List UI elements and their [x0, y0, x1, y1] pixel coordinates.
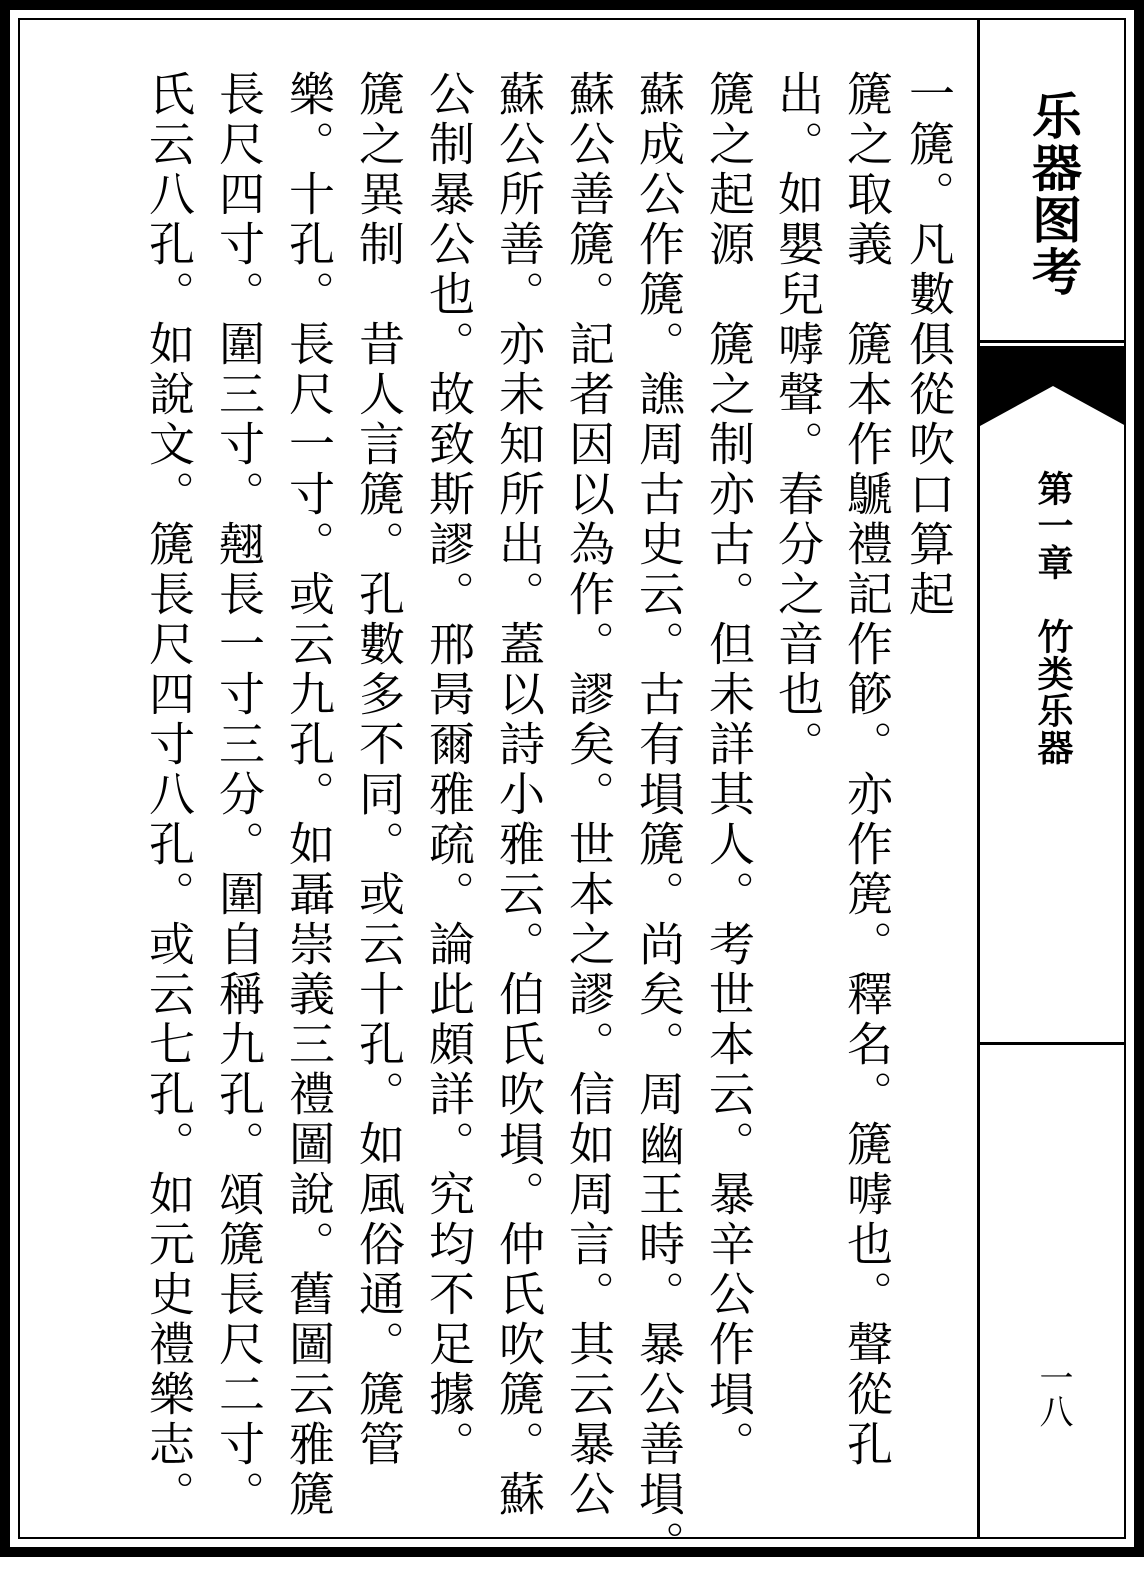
text-column: 篪之取義 篪本作鷈禮記作篎。亦作箎。釋名。篪嘑也。聲從孔 [840, 70, 894, 1470]
banner-ribbon [980, 346, 1126, 426]
text-column: 蘇公善篪。記者因以為作。謬矣。世本之謬。信如周言。其云暴公 [562, 70, 616, 1520]
page-number: 一八 [1033, 1360, 1073, 1428]
text-column: 蘇公所善。亦未知所出。蓋以詩小雅云。伯氏吹塤。仲氏吹篪。蘇 [492, 70, 546, 1520]
book-title: 乐器图考 [1024, 90, 1083, 298]
text-column: 一篪。凡數俱從吹口算起 [902, 70, 956, 620]
text-column: 樂。十孔。長尺一寸。或云九孔。如聶崇義三禮圖說。舊圖云雅篪 [282, 70, 336, 1520]
text-column: 氏云八孔。如說文。篪長尺四寸八孔。或云七孔。如元史禮樂志。 [142, 70, 196, 1520]
sidebar-rule [980, 1042, 1126, 1045]
text-column: 蘇成公作篪。譙周古史云。古有塤篪。尚矣。周幽王時。暴公善塤。 [632, 70, 686, 1570]
chapter-title: 第一章 竹类乐器 [1032, 470, 1074, 766]
text-body [60, 70, 960, 1570]
text-column: 出。如嬰兒嘑聲。春分之音也。 [771, 70, 825, 770]
text-column: 公制暴公也。故致斯謬。邢昺爾雅疏。論此頗詳。究均不足據。 [422, 70, 476, 1470]
sidebar [980, 20, 1126, 1537]
sidebar-rule [980, 340, 1126, 343]
text-column: 長尺四寸。圍三寸。翹長一寸三分。圍自稱九孔。頌篪長尺二寸。 [212, 70, 266, 1520]
text-column: 篪之異制 昔人言篪。孔數多不同。或云十孔。如風俗通。篪管 [352, 70, 406, 1470]
text-column: 篪之起源 篪之制亦古。但未詳其人。考世本云。暴辛公作塤。 [702, 70, 756, 1470]
